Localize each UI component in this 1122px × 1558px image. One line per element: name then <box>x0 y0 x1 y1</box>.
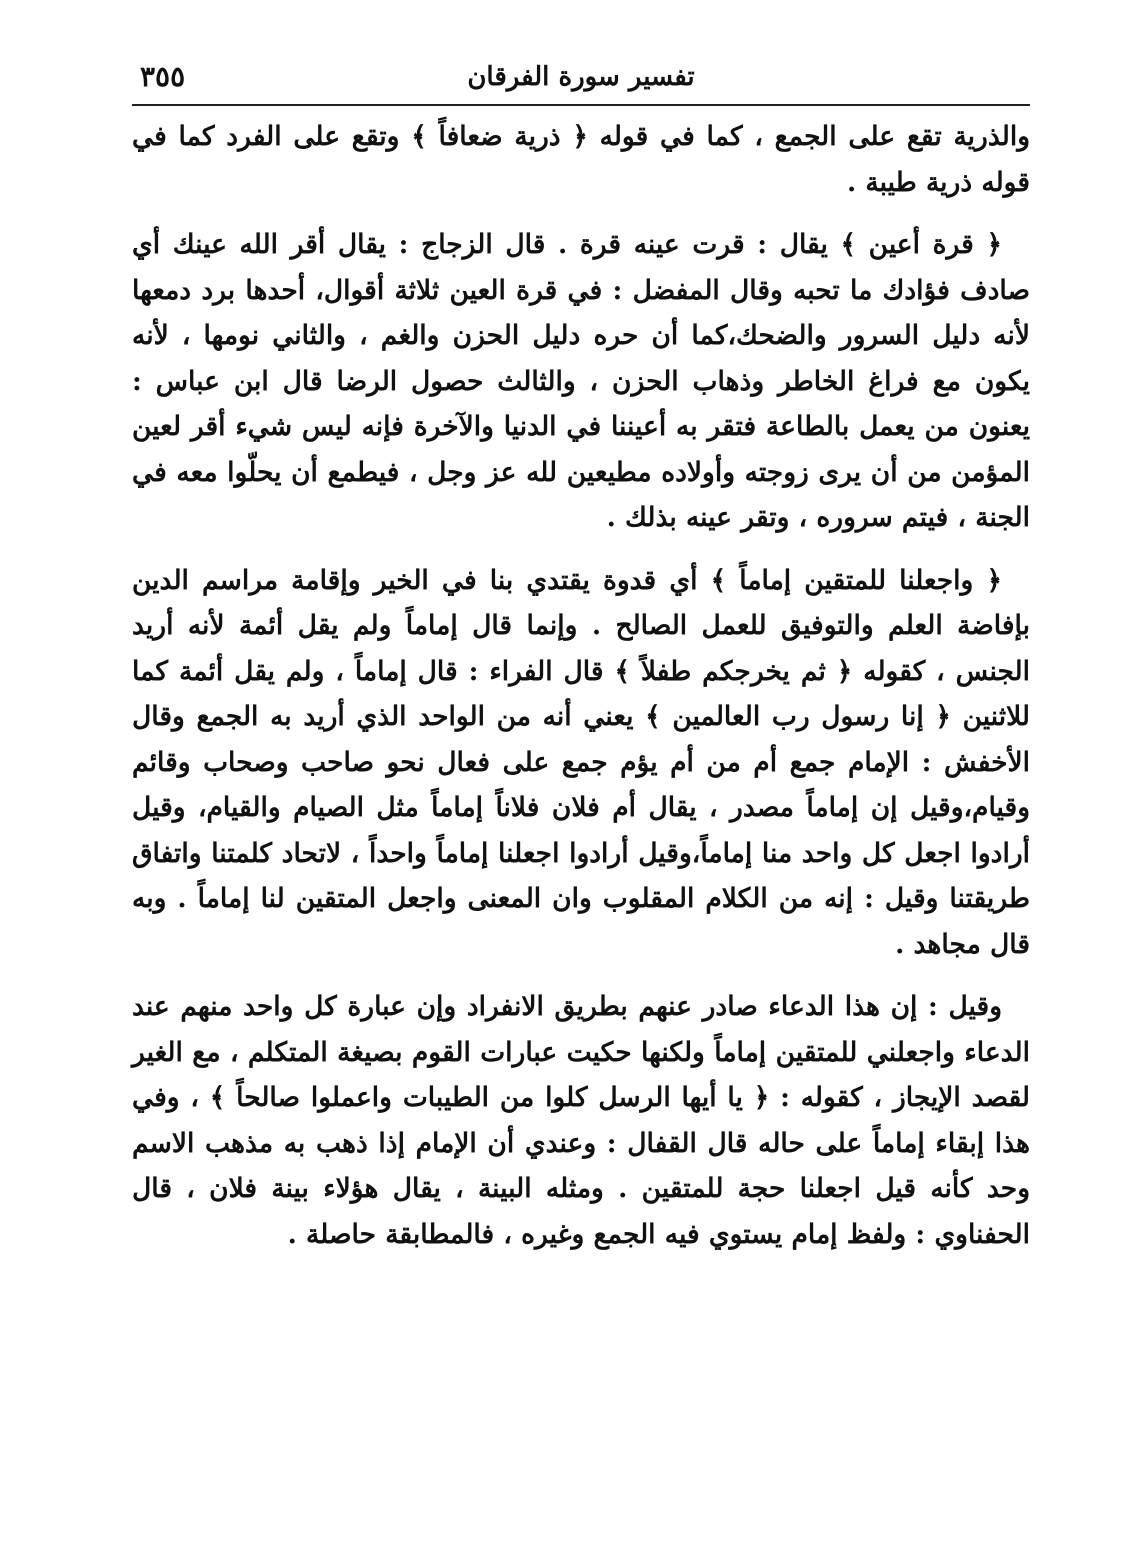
paragraph-4: وقيل : إن هذا الدعاء صادر عنهم بطريق الانفراد وإن عبارة كل واحد منهم عند الدعاء واجعلني للمتقين إماماً ولكنها حكيت عبارات القوم بصيغة المتكلم ، مع الغير لقصد الإيجاز ، كقوله : ﴿ يا أيها الرسل كلوا من الطيبات واعملوا صالحاً ﴾ ، وفي هذا إبقاء إماماً على حاله قال القفال : وعندي أن الإمام إذا ذهب به مذهب الاسم وحد كأنه قيل اجعلنا حجة للمتقين . ومثله البينة ، يقال هؤلاء بينة فلان ، قال الحفناوي : ولفظ إمام يستوي فيه الجمع وغيره ، فالمطابقة حاصلة . <box>132 991 1030 1250</box>
page-header <box>132 52 1030 104</box>
paragraph-1: والذرية تقع على الجمع ، كما في قوله ﴿ ذرية ضعافاً ﴾ وتقع على الفرد كما في قوله ذرية طيبة . <box>132 121 1030 198</box>
running-title: تفسير سورة الفرقان <box>467 62 695 92</box>
book-page <box>132 52 1030 1532</box>
page-number: ٣٥٥ <box>140 60 186 93</box>
page-body <box>132 114 1030 1257</box>
paragraph-2: ﴿ قرة أعين ﴾ يقال : قرت عينه قرة . قال الزجاج : يقال أقر الله عينك أي صادف فؤادك ما تحبه وقال المفضل : في قرة العين ثلاثة أقوال، أحدها برد دمعها لأنه دليل السرور والضحك،كما أن حره دليل الحزن والغم ، والثاني نومها ، لأنه يكون مع فراغ الخاطر وذهاب الحزن ، والثالث حصول الرضا قال ابن عباس : يعنون من يعمل بالطاعة فتقر به أعيننا في الدنيا والآخرة فإنه ليس شيء أقر لعين المؤمن من أن يرى زوجته وأولاده مطيعين لله عز وجل ، فيطمع أن يحلّوا معه في الجنة ، فيتم سروره ، وتقر عينه بذلك . <box>132 229 1030 533</box>
paragraph-3: ﴿ واجعلنا للمتقين إماماً ﴾ أي قدوة يقتدي بنا في الخير وإقامة مراسم الدين بإفاضة العلم والتوفيق للعمل الصالح . وإنما قال إماماً ولم يقل أئمة لأنه أريد الجنس ، كقوله ﴿ ثم يخرجكم طفلاً ﴾ قال الفراء : قال إماماً ، ولم يقل أئمة كما للاثنين ﴿ إنا رسول رب العالمين ﴾ يعني أنه من الواحد الذي أريد به الجمع وقال الأخفش : الإمام جمع أم من أم يؤم جمع على فعال نحو صاحب وصحاب وقائم وقيام،وقيل إن إماماً مصدر ، يقال أم فلان فلاناً إماماً مثل الصيام والقيام، وقيل أرادوا اجعل كل واحد منا إماماً،وقيل أرادوا اجعلنا إماماً واحداً ، لاتحاد كلمتنا واتفاق طريقتنا وقيل : إنه من الكلام المقلوب وان المعنى واجعل المتقين لنا إماماً . وبه قال مجاهد . <box>132 564 1030 960</box>
header-rule <box>132 104 1030 106</box>
